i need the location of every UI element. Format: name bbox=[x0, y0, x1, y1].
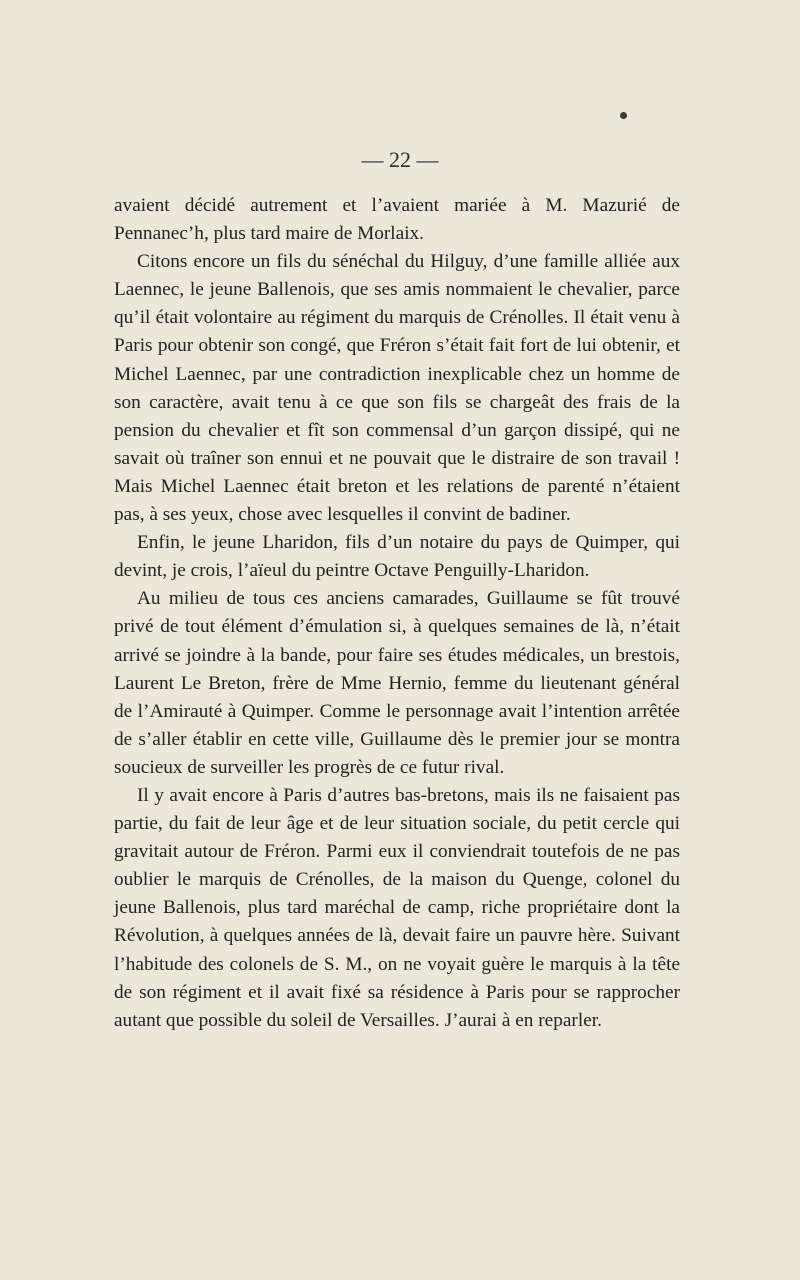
paragraph-2: Citons encore un fils du sénéchal du Hilguy, d’une famille alliée aux Laennec, le jeune Ballenois, que ses amis nommaient le chevalier, parce qu’il était volontaire au régiment du marquis de Crénolles. Il était venu à Paris pour obtenir son congé, que Fréron s’était fait fort de lui obtenir, et Michel Laennec, par une contradiction inexplicable chez un homme de son caractère, avait tenu à ce que son fils se chargeât des frais de la pension du chevalier et fît son commensal d’un garçon dissipé, qui ne savait où traîner son ennui et ne pouvait que le distraire de son travail ! Mais Michel Laennec était breton et les relations de parenté n’étaient pas, à ses yeux, chose avec lesquelles il convint de badiner. bbox=[114, 251, 680, 526]
paragraph-5: Il y avait encore à Paris d’autres bas-bretons, mais ils ne faisaient pas partie, du fait de leur âge et de leur situation sociale, du petit cercle qui gravitait autour de Fréron. Parmi eux il conviendrait toutefois de ne pas oublier le marquis de Crénolles, de la maison du Quenge, colonel du jeune Ballenois, plus tard maréchal de camp, riche propriétaire dont la Révolution, à quelques années de là, devait faire un pauvre hère. Suivant l’habitude des colonels de S. M., on ne voyait guère le marquis à la tête de son régiment et il avait fixé sa résidence à Paris pour se rapprocher autant que possible du soleil de Versailles. J’aurai à en reparler. bbox=[114, 784, 680, 1031]
paragraph-3: Enfin, le jeune Lharidon, fils d’un notaire du pays de Quimper, qui devint, je crois, l’aïeul du peintre Octave Penguilly-Lharidon. bbox=[114, 532, 680, 582]
paragraph-4: Au milieu de tous ces anciens camarades, Guillaume se fût trouvé privé de tout élément d’émulation si, à quelques semaines de là, n’était arrivé se joindre à la bande, pour faire ses études médicales, un brestois, Laurent Le Breton, frère de Mme Hernio, femme du lieutenant général de l’Amirauté à Quimper. Comme le personnage avait l’intention arrêtée de s’aller établir en cette ville, Guillaume dès le premier jour se montra soucieux de surveiller les progrès de ce futur rival. bbox=[114, 588, 680, 778]
ink-dot bbox=[620, 112, 627, 119]
paragraph-1: avaient décidé autrement et l’avaient mariée à M. Mazurié de Pennanec’h, plus tard maire de Morlaix. bbox=[114, 195, 680, 245]
body-text bbox=[114, 192, 680, 1035]
page-number: — 22 — bbox=[361, 147, 439, 172]
